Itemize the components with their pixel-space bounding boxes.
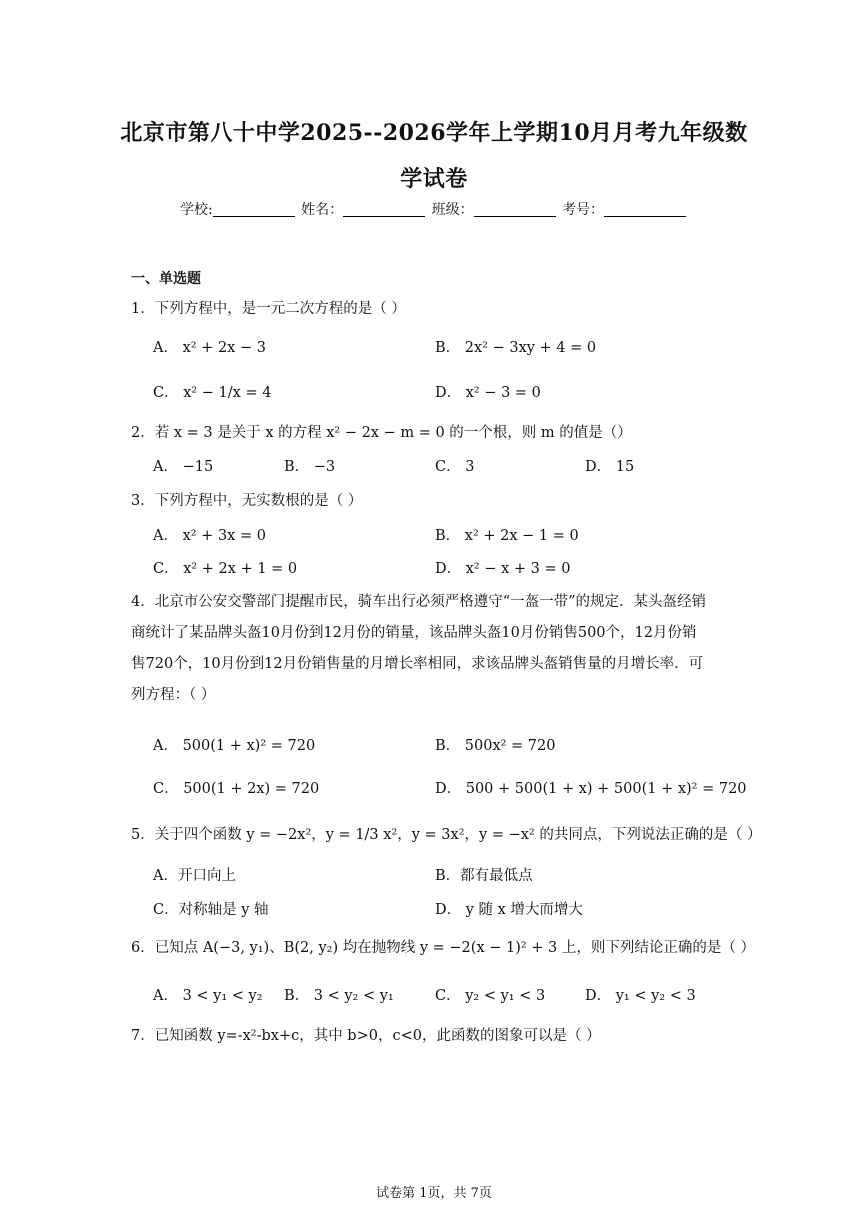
question-1-stem: 1．下列方程中，是一元二次方程的是（ ） — [131, 301, 406, 317]
q1-option-c: C． x² − 1/x = 4 — [153, 385, 272, 401]
q2-option-a: A． −15 — [153, 459, 214, 475]
question-5-stem: 5．关于四个函数 y = −2x²，y = 1/3 x²，y = 3x²，y = −x² 的共同点，下列说法正确的是（ ） — [131, 827, 762, 843]
q1-option-b: B． 2x² − 3xy + 4 = 0 — [435, 340, 597, 356]
q6-option-b: B． 3 < y₂ < y₁ — [284, 988, 394, 1004]
q3-option-a: A． x² + 3x = 0 — [153, 528, 266, 544]
name-field[interactable] — [343, 202, 425, 217]
q6-option-c: C． y₂ < y₁ < 3 — [435, 988, 546, 1004]
q4-line-1: 4．北京市公安交警部门提醒市民，骑车出行必须严格遵守“一盔一带”的规定．某头盔经销 — [131, 594, 707, 610]
question-7-stem: 7．已知函数 y=-x²-bx+c，其中 b>0，c<0，此函数的图象可以是（ ） — [131, 1028, 601, 1044]
q4-option-a: A． 500(1 + x)² = 720 — [153, 738, 316, 754]
q2-option-c: C． 3 — [435, 459, 475, 475]
q6-option-d: D． y₁ < y₂ < 3 — [585, 988, 696, 1004]
q3-option-c: C． x² + 2x + 1 = 0 — [153, 561, 298, 577]
school-field[interactable] — [213, 202, 295, 217]
q4-line-3: 售720个，10月份到12月份销售量的月增长率相同，求该品牌头盔销售量的月增长率．可 — [131, 656, 704, 672]
section-heading: 一、单选题 — [131, 271, 201, 287]
q2-option-d: D． 15 — [585, 459, 635, 475]
q3-option-b: B． x² + 2x − 1 = 0 — [435, 528, 579, 544]
exam-title-line2: 学试卷 — [400, 166, 468, 192]
student-info-fields — [0, 199, 868, 219]
q6-option-a: A． 3 < y₁ < y₂ — [153, 988, 263, 1004]
q1-option-d: D． x² − 3 = 0 — [435, 385, 541, 401]
q3-option-d: D． x² − x + 3 = 0 — [435, 561, 571, 577]
q4-option-b: B． 500x² = 720 — [435, 738, 556, 754]
school-label: 学校: — [179, 202, 213, 218]
q4-line-4: 列方程：（ ） — [131, 687, 216, 703]
q4-line-2: 商统计了某品牌头盔10月份到12月份的销量，该品牌头盔10月份销售500个，12月份销 — [131, 625, 697, 641]
name-label: 姓名： — [301, 202, 344, 218]
q4-option-c: C． 500(1 + 2x) = 720 — [153, 781, 320, 797]
q5-option-c: C．对称轴是 y 轴 — [153, 902, 269, 918]
q4-option-d: D． 500 + 500(1 + x) + 500(1 + x)² = 720 — [435, 781, 747, 797]
class-label: 班级： — [431, 202, 474, 218]
exam-number-field[interactable] — [604, 202, 686, 217]
exam-number-label: 考号： — [562, 202, 605, 218]
exam-title-line1: 北京市第八十中学2025--2026学年上学期10月月考九年级数 — [120, 120, 748, 146]
q5-option-a: A．开口向上 — [153, 868, 236, 884]
question-4-stem — [131, 587, 741, 711]
page-footer: 试卷第 1页，共 7页 — [376, 1186, 492, 1201]
question-3-stem: 3．下列方程中，无实数根的是（ ） — [131, 493, 363, 509]
q5-option-d: D． y 随 x 增大而增大 — [435, 902, 583, 918]
question-6-stem: 6．已知点 A(−3, y₁)、B(2, y₂) 均在抛物线 y = −2(x − 1)² + 3 上，则下列结论正确的是（ ） — [131, 940, 755, 956]
q2-option-b: B． −3 — [284, 459, 336, 475]
question-2-stem: 2．若 x = 3 是关于 x 的方程 x² − 2x − m = 0 的一个根，则 m 的值是（） — [131, 425, 632, 441]
q1-option-a: A． x² + 2x − 3 — [153, 340, 266, 356]
class-field[interactable] — [474, 202, 556, 217]
q5-option-b: B．都有最低点 — [435, 868, 533, 884]
